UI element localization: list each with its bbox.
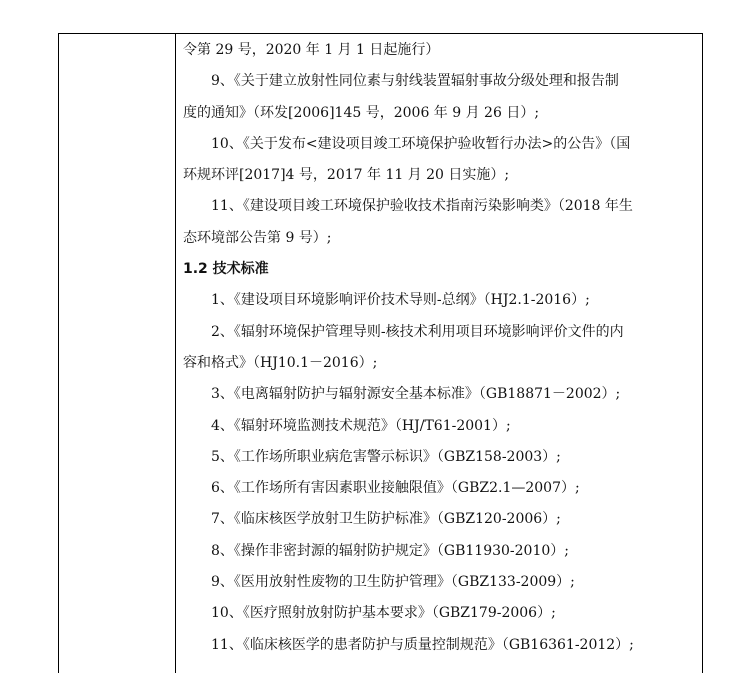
standard-item-6: 6、《工作场所有害因素职业接触限值》（GBZ2.1—2007）; — [211, 480, 580, 497]
standard-item-11: 11、《临床核医学的患者防护与质量控制规范》（GB16361-2012）; — [211, 636, 634, 653]
standard-item-10: 10、《医疗照射放射防护基本要求》（GBZ179-2006）; — [211, 605, 556, 622]
standard-item-2: 2、《辐射环境保护管理导则-核技术利用项目环境影响评价文件的内 — [211, 323, 624, 340]
standard-item-3: 3、《电离辐射防护与辐射源安全基本标准》（GB18871－2002）; — [211, 386, 621, 403]
regulation-item-9-cont: 度的通知》（环发[2006]145 号，2006 年 9 月 26 日）; — [183, 104, 540, 121]
column-divider — [175, 34, 176, 673]
standard-item-4: 4、《辐射环境监测技术规范》（HJ/T61-2001）; — [211, 417, 511, 434]
regulation-item-10: 10、《关于发布<建设项目竣工环境保护验收暂行办法>的公告》（国 — [211, 135, 631, 152]
regulation-item-10-cont: 环规环评[2017]4 号，2017 年 11 月 20 日实施）; — [183, 167, 510, 184]
standard-item-8: 8、《操作非密封源的辐射防护规定》（GB11930-2010）; — [211, 542, 569, 559]
standard-item-7: 7、《临床核医学放射卫生防护标准》（GBZ120-2006）; — [211, 511, 561, 528]
document-table — [58, 33, 703, 673]
table-content-cell — [183, 40, 698, 666]
standard-item-9: 9、《医用放射性废物的卫生防护管理》（GBZ133-2009）; — [211, 574, 575, 591]
standard-item-2-cont: 容和格式》（HJ10.1－2016）; — [183, 354, 378, 371]
regulation-item-9: 9、《关于建立放射性同位素与射线装置辐射事故分级处理和报告制 — [211, 73, 619, 90]
regulation-item-11: 11、《建设项目竣工环境保护验收技术指南污染影响类》（2018 年生 — [211, 198, 633, 215]
regulation-item-11-cont: 态环境部公告第 9 号）; — [183, 229, 332, 246]
section-heading: 1.2 技术标准 — [183, 261, 269, 278]
regulation-line: 令第 29 号，2020 年 1 月 1 日起施行） — [183, 42, 440, 58]
standard-item-1: 1、《建设项目环境影响评价技术导则-总纲》（HJ2.1-2016）; — [211, 292, 590, 309]
standard-item-5: 5、《工作场所职业病危害警示标识》（GBZ158-2003）; — [211, 448, 561, 465]
